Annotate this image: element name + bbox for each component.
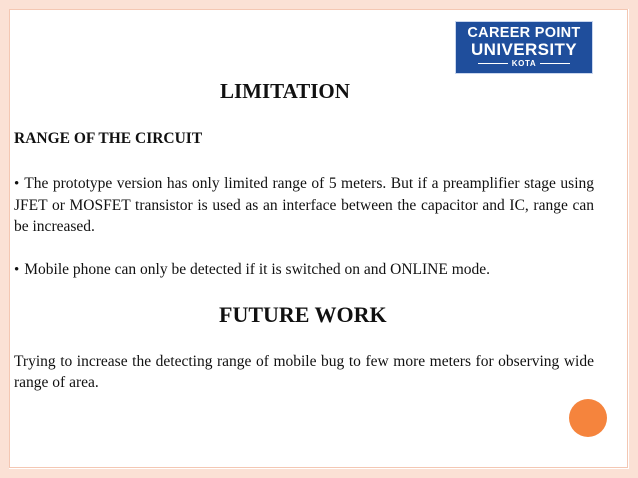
bullet-icon: • — [14, 176, 20, 192]
university-logo — [455, 21, 593, 74]
logo-line-2: UNIVERSITY — [470, 40, 578, 59]
limitation-bullet-2 — [14, 259, 594, 281]
slide-border-left — [0, 0, 9, 478]
range-subheading: RANGE OF THE CIRCUIT — [14, 130, 203, 147]
slide-border-right — [629, 0, 638, 478]
slide-border-bottom — [0, 469, 638, 478]
limitation-bullet-1 — [14, 173, 594, 237]
logo-line-1: CAREER POINT — [467, 25, 581, 41]
slide-border-top — [0, 0, 638, 9]
logo-line-3-row — [456, 59, 592, 68]
future-work-heading: FUTURE WORK — [219, 302, 387, 327]
logo-line-3: KOTA — [511, 59, 537, 68]
logo-rule-left — [478, 63, 508, 64]
slide-inner-border — [9, 9, 628, 468]
limitation-heading: LIMITATION — [220, 79, 350, 103]
limitation-bullet-2-text: Mobile phone can only be detected if it is switched on and ONLINE mode. — [24, 261, 491, 278]
decorative-circle — [569, 399, 607, 437]
bullet-icon: • — [14, 262, 20, 278]
limitation-bullet-1-text: The prototype version has only limited range of 5 meters. But if a preamplifier stage using JFET or MOSFET transistor is used as an interface between the capacitor and IC, range can be increased. — [14, 175, 594, 235]
future-work-text: Trying to increase the detecting range of mobile bug to few more meters for observing wide range of area. — [14, 353, 594, 391]
logo-rule-right — [540, 63, 570, 64]
